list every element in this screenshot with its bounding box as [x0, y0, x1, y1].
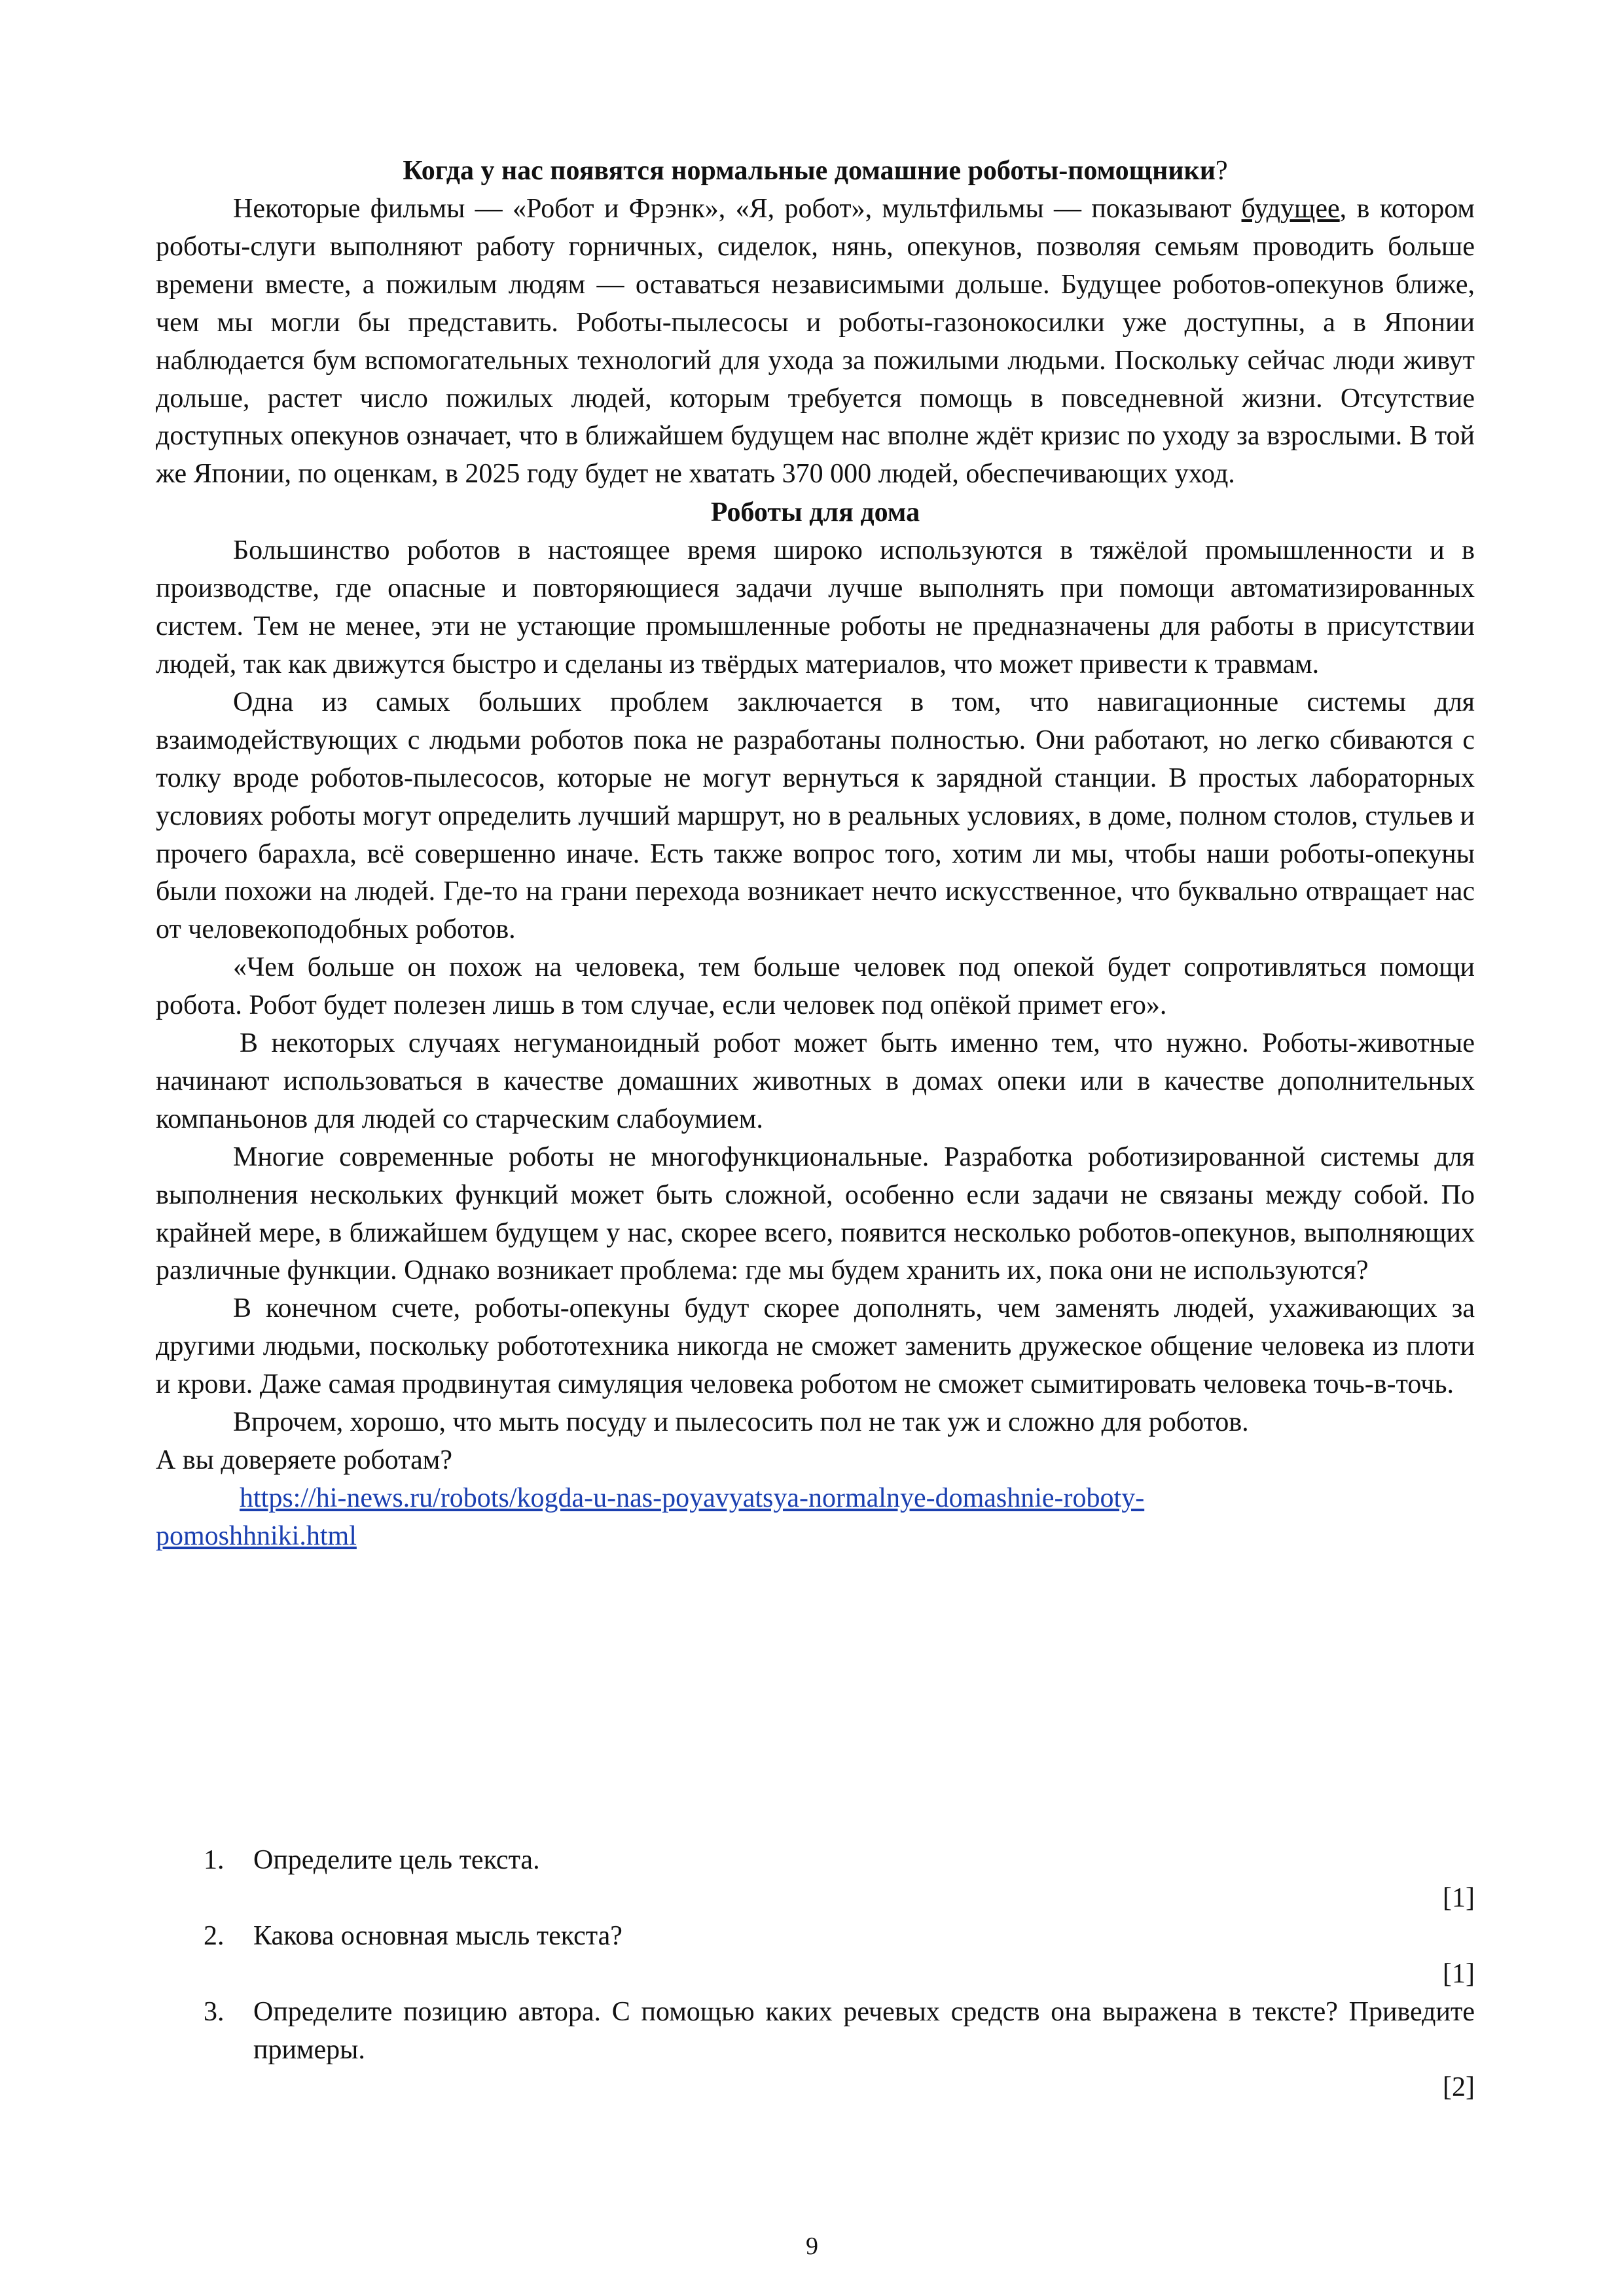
source-link[interactable]	[156, 1480, 1475, 1518]
paragraph-conclusion: В конечном счете, роботы-опекуны будут скорее дополнять, чем заменять людей, ухаживающих за другими людьми, поскольку робототехника никогда не сможет заменить дружеское общение человека из плоти и крови. Даже самая продвинутая симуляция человека роботом не сможет сымитировать человека точь-в-точь.	[156, 1293, 1475, 1400]
question-score: [1]	[1443, 1958, 1475, 1989]
question-score: [2]	[1443, 2072, 1475, 2103]
question-item	[156, 1842, 1475, 1918]
intro-text-before: Некоторые фильмы — «Робот и Фрэнк», «Я, робот», мультфильмы — показывают	[233, 194, 1242, 224]
question-item	[156, 1918, 1475, 1994]
intro-underlined-word: будущее	[1241, 194, 1340, 224]
paragraph-animal-robots: В некоторых случаях негуманоидный робот может быть именно тем, что нужно. Роботы-животные начинают использоваться в качестве домашних животных в домах опеки или в качестве дополнительных компаньонов для людей со старческим слабоумием.	[156, 1028, 1475, 1134]
intro-paragraph	[156, 190, 1475, 493]
question-score: [1]	[1443, 1882, 1475, 1913]
document-page	[156, 152, 1475, 2103]
question-number: 1.	[204, 1845, 225, 1875]
paragraph-navigation: Одна из самых больших проблем заключается в том, что навигационные системы для взаимодействующих с людьми роботов пока не разработаны полностью. Они работают, но легко сбиваются с толку вроде роботов-пылесосов, которые не могут вернуться к зарядной станции. В простых лабораторных условиях роботы могут определить лучший маршрут, но в реальных условиях, в доме, полном столов, стульев и прочего барахла, всё совершенно иначе. Есть также вопрос того, хотим ли мы, чтобы наши роботы-опекуны были похожи на людей. Где-то на грани перехода возникает нечто искусственное, что буквально отвращает нас от человекоподобных роботов.	[156, 687, 1475, 945]
source-link-line1[interactable]: https://hi-news.ru/robots/kogda-u-nas-poyavyatsya-normalnye-domashnie-roboty-	[240, 1482, 1145, 1513]
intro-text-after: , в котором роботы-слуги выполняют работу горничных, сиделок, нянь, опекунов, позволяя семьям проводить больше времени вместе, а пожилым людям — оставаться независимыми дольше. Будущее роботов-опекунов ближе, чем мы могли бы представить. Роботы-пылесосы и роботы-газонокосилки уже доступны, а в Японии наблюдается бум вспомогательных технологий для ухода за пожилыми людьми. Поскольку сейчас люди живут дольше, растет число пожилых людей, которым требуется помощь в повседневной жизни. Отсутствие доступных опекунов означает, что в ближайшем будущем нас вполне ждёт кризис по уходу за взрослыми. В той же Японии, по оценкам, в 2025 году будет не хватать 370 000 людей, обеспечивающих уход.	[156, 194, 1475, 490]
question-number: 3.	[204, 1996, 225, 2027]
article-title-qmark: ?	[1215, 156, 1228, 186]
section-heading: Роботы для дома	[710, 497, 920, 528]
questions-list	[156, 1842, 1475, 2107]
paragraph-dishes: Впрочем, хорошо, что мыть посуду и пылесосить пол не так уж и сложно для роботов.	[233, 1407, 1249, 1438]
question-text: Определите позицию автора. С помощью каких речевых средств она выражена в тексте? Приведите примеры.	[253, 1996, 1475, 2065]
closing-question: А вы доверяете роботам?	[156, 1445, 452, 1475]
source-link-line2[interactable]: pomoshhniki.html	[156, 1520, 357, 1551]
question-number: 2.	[204, 1920, 225, 1951]
article-title	[156, 152, 1475, 190]
question-text: Определите цель текста.	[253, 1845, 540, 1875]
paragraph-multifunction: Многие современные роботы не многофункциональные. Разработка роботизированной системы для выполнения нескольких функций может быть сложной, особенно если задачи не связаны между собой. По крайней мере, в ближайшем будущем у нас, скорее всего, появится несколько роботов-опекунов, выполняющих различные функции. Однако возникает проблема: где мы будем хранить их, пока они не используются?	[156, 1141, 1475, 1286]
paragraph-quote: «Чем больше он похож на человека, тем больше человек под опекой будет сопротивляться помощи робота. Робот будет полезен лишь в том случае, если человек под опёкой примет его».	[156, 952, 1475, 1021]
source-link-continued[interactable]	[156, 1518, 1475, 1556]
question-text: Какова основная мысль текста?	[253, 1920, 623, 1951]
page-number: 9	[806, 2233, 818, 2260]
paragraph-industry: Большинство роботов в настоящее время широко используются в тяжёлой промышленности и в производстве, где опасные и повторяющиеся задачи лучше выполнять при помощи автоматизированных систем. Тем не менее, эти не устающие промышленные роботы не предназначены для работы в присутствии людей, так как движутся быстро и сделаны из твёрдых материалов, что может привести к травмам.	[156, 535, 1475, 679]
article-title-text: Когда у нас появятся нормальные домашние роботы-помощники	[403, 156, 1216, 186]
question-item	[156, 1994, 1475, 2108]
